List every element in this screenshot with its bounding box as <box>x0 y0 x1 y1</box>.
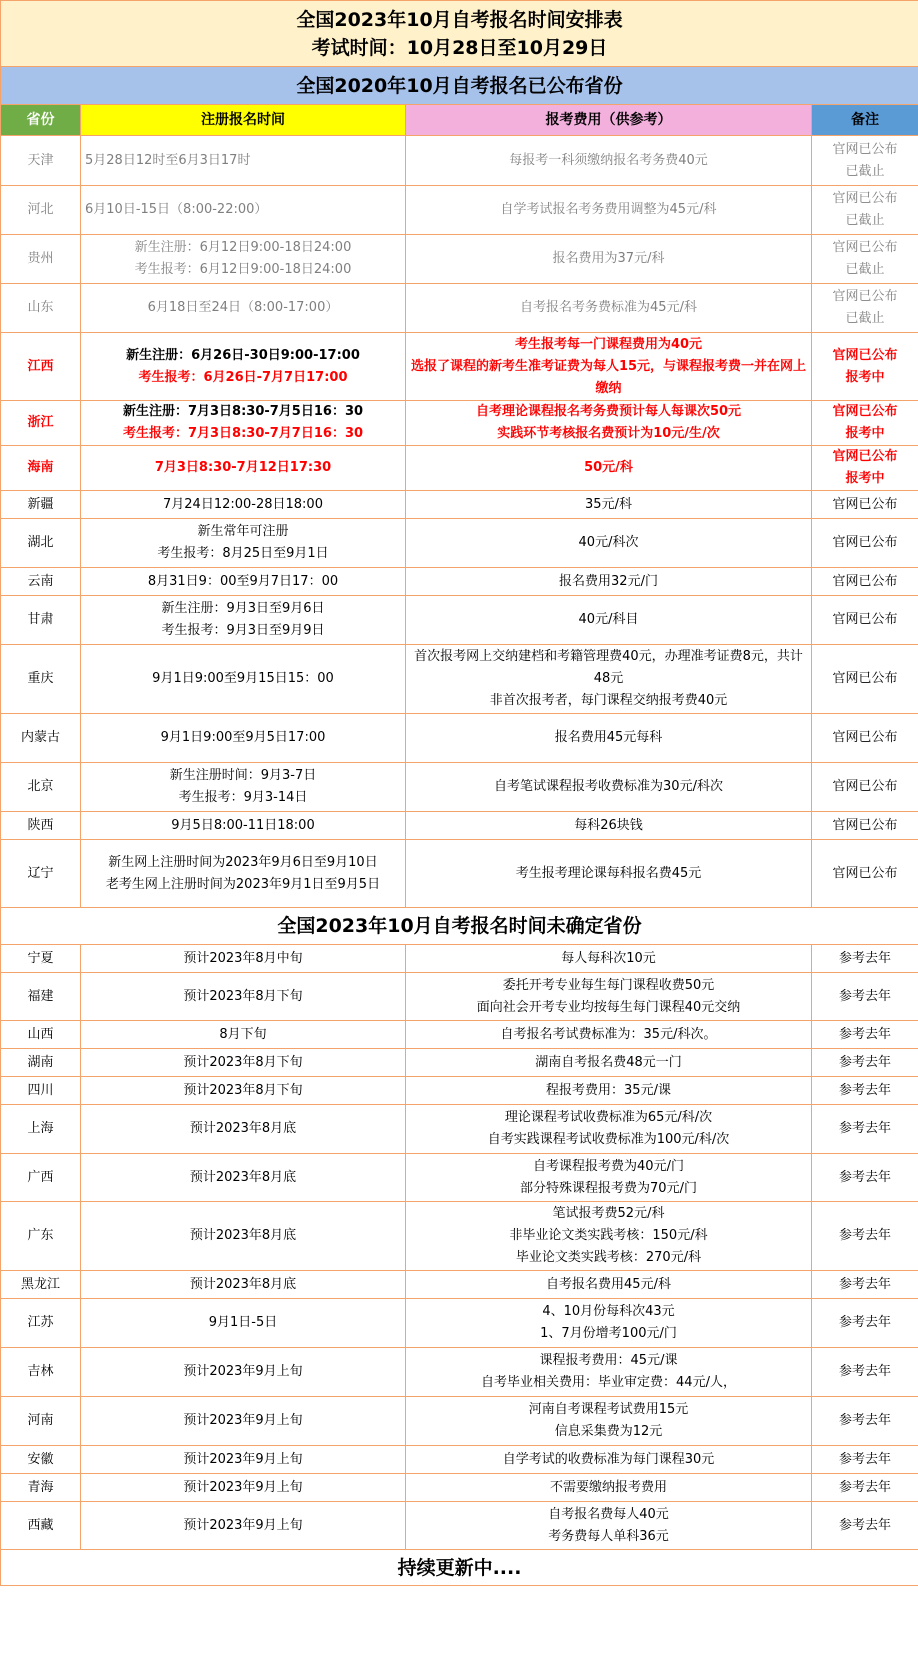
province-cell: 辽宁 <box>1 840 81 908</box>
province-cell: 云南 <box>1 568 81 596</box>
fee-cell <box>406 1271 812 1299</box>
table-row <box>1 1502 918 1550</box>
note-cell-line: 官网已公布 <box>832 289 898 304</box>
note-cell-line: 参考去年 <box>839 1121 892 1136</box>
register-cell <box>81 235 406 284</box>
province-cell: 黑龙江 <box>1 1271 81 1299</box>
fee-cell <box>406 1105 812 1154</box>
fee-cell-line: 理论课程考试收费标准为65元/科/次 <box>504 1110 713 1125</box>
fee-cell-line: 非首次报考者，每门课程交纳报考费40元 <box>489 693 728 708</box>
fee-cell-line: 48元 <box>593 671 624 686</box>
register-cell-line: 8月下旬 <box>219 1026 267 1042</box>
note-cell <box>812 1021 918 1049</box>
register-cell <box>81 1299 406 1348</box>
fee-cell-line: 自考报名费用45元/科 <box>546 1276 671 1292</box>
province-cell: 江苏 <box>1 1299 81 1348</box>
register-cell-line: 新生网上注册时间为2023年9月6日至9月10日 <box>108 854 378 870</box>
province-cell: 广西 <box>1 1154 81 1202</box>
register-cell <box>81 1397 406 1446</box>
note-cell <box>812 645 918 714</box>
title-line-2: 考试时间：10月28日至10月29日 <box>311 36 608 59</box>
fee-cell-line: 自学考试的收费标准为每门课程30元 <box>502 1451 715 1467</box>
note-cell-line: 官网已公布 <box>832 779 898 794</box>
note-cell <box>812 235 918 284</box>
province-cell: 河南 <box>1 1397 81 1446</box>
note-cell-line: 官网已公布 <box>832 141 898 157</box>
note-cell <box>812 186 918 235</box>
fee-cell-line: 非毕业论文类实践考核：150元/科 <box>509 1228 708 1243</box>
register-cell <box>81 763 406 812</box>
register-cell <box>81 401 406 446</box>
fee-cell-line: 自学考试报名考务费用调整为45元/科 <box>500 202 717 217</box>
register-cell-line: 预计2023年8月下旬 <box>183 1082 303 1098</box>
footer-text: 持续更新中.... <box>1 1550 918 1586</box>
register-cell <box>81 1021 406 1049</box>
province-cell: 内蒙古 <box>1 714 81 763</box>
note-cell <box>812 812 918 840</box>
fee-cell <box>406 763 812 812</box>
register-cell-line: 7月24日12:00-28日18:00 <box>163 496 323 512</box>
note-cell-line: 报考中 <box>845 369 885 385</box>
register-cell-line: 考生报考：6月26日-7月7日17:00 <box>138 369 348 385</box>
register-cell <box>81 812 406 840</box>
note-cell-line: 官网已公布 <box>832 496 898 512</box>
page-title <box>1 1 918 67</box>
fee-cell-line: 委托开考专业每生每门课程收费50元 <box>502 977 715 993</box>
table-row <box>1 1077 918 1105</box>
note-cell-line: 参考去年 <box>839 1276 892 1292</box>
note-cell <box>812 446 918 491</box>
table-row <box>1 284 918 333</box>
note-cell <box>812 1105 918 1154</box>
note-cell <box>812 1202 918 1271</box>
fee-cell-line: 面向社会开考专业均按每生每门课程40元交纳 <box>476 999 741 1015</box>
note-cell-line: 参考去年 <box>839 1413 892 1428</box>
fee-cell-line: 报名费用45元每科 <box>554 730 663 745</box>
note-cell <box>812 491 918 519</box>
fee-cell-line: 自考报名考务费标准为45元/科 <box>520 300 697 315</box>
register-cell-line: 新生注册：9月3日至9月6日 <box>161 601 325 616</box>
register-cell <box>81 284 406 333</box>
note-cell-line: 参考去年 <box>839 1228 892 1243</box>
register-cell-line: 新生注册：6月26日-30日9:00-17:00 <box>126 347 360 363</box>
table-row <box>1 568 918 596</box>
province-cell: 四川 <box>1 1077 81 1105</box>
table-row <box>1 186 918 235</box>
note-cell-line: 参考去年 <box>839 988 892 1004</box>
note-cell <box>812 1502 918 1550</box>
note-cell <box>812 1348 918 1397</box>
note-cell-line: 参考去年 <box>839 1479 892 1495</box>
note-cell-line: 已截止 <box>845 262 885 277</box>
note-cell-line: 已截止 <box>845 213 885 228</box>
fee-cell-line: 报名费用32元/门 <box>559 573 658 589</box>
fee-cell-line: 首次报考网上交纳建档和考籍管理费40元，办理准考证费8元，共计 <box>414 649 803 664</box>
table-row <box>1 945 918 973</box>
province-cell: 甘肃 <box>1 596 81 645</box>
note-cell <box>812 284 918 333</box>
note-cell-line: 官网已公布 <box>832 612 898 627</box>
note-cell <box>812 714 918 763</box>
register-cell-line: 新生常年可注册 <box>197 524 289 539</box>
table-row <box>1 235 918 284</box>
table-row <box>1 1271 918 1299</box>
fee-cell-line: 缴纳 <box>595 380 622 396</box>
province-cell: 北京 <box>1 763 81 812</box>
fee-cell-line: 信息采集费为12元 <box>554 1424 663 1439</box>
note-cell-line: 官网已公布 <box>832 817 898 833</box>
register-cell <box>81 136 406 186</box>
register-cell-line: 考生报考：7月3日8:30-7月7日16：30 <box>122 426 364 441</box>
table-row <box>1 136 918 186</box>
fee-cell <box>406 1154 812 1202</box>
fee-cell-line: 湖南自考报名费48元一门 <box>535 1054 682 1070</box>
register-cell-line: 9月5日8:00-11日18:00 <box>171 817 315 833</box>
fee-cell <box>406 1446 812 1474</box>
register-cell-line: 考生报考：9月3-14日 <box>178 790 308 805</box>
section-pending-row <box>1 908 918 945</box>
note-cell <box>812 1397 918 1446</box>
fee-cell <box>406 186 812 235</box>
register-cell <box>81 1202 406 1271</box>
fee-cell <box>406 1502 812 1550</box>
fee-cell <box>406 714 812 763</box>
table-row <box>1 645 918 714</box>
fee-cell <box>406 812 812 840</box>
header-note: 备注 <box>812 105 918 136</box>
register-cell <box>81 1077 406 1105</box>
province-cell: 青海 <box>1 1474 81 1502</box>
fee-cell <box>406 284 812 333</box>
title-line-1: 全国2023年10月自考报名时间安排表 <box>296 8 623 31</box>
register-cell <box>81 973 406 1021</box>
register-cell-line: 考生报考：9月3日至9月9日 <box>161 623 325 638</box>
province-cell: 广东 <box>1 1202 81 1271</box>
table-row <box>1 401 918 446</box>
header-register: 注册报名时间 <box>81 105 406 136</box>
note-cell-line: 官网已公布 <box>832 404 898 419</box>
register-cell-line: 预计2023年8月底 <box>189 1169 297 1185</box>
fee-cell-line: 每报考一科须缴纳报名考务费40元 <box>509 152 708 168</box>
fee-cell-line: 自考报名费每人40元 <box>548 1506 669 1522</box>
province-cell: 河北 <box>1 186 81 235</box>
table-row <box>1 1397 918 1446</box>
section-published-row <box>1 67 918 105</box>
register-cell <box>81 714 406 763</box>
note-cell <box>812 945 918 973</box>
register-cell-line: 考生报考：8月25日至9月1日 <box>157 546 329 561</box>
table-row <box>1 1202 918 1271</box>
register-cell <box>81 645 406 714</box>
table-row <box>1 840 918 908</box>
fee-cell <box>406 1202 812 1271</box>
province-cell: 贵州 <box>1 235 81 284</box>
fee-cell-line: 自考报名考试费标准为：35元/科次。 <box>500 1026 717 1042</box>
fee-cell-line: 自考课程报考费为40元/门 <box>533 1158 684 1174</box>
province-cell: 重庆 <box>1 645 81 714</box>
note-cell-line: 参考去年 <box>839 1451 892 1467</box>
province-cell: 陕西 <box>1 812 81 840</box>
province-cell: 山西 <box>1 1021 81 1049</box>
fee-cell-line: 不需要缴纳报考费用 <box>549 1479 667 1495</box>
note-cell <box>812 1049 918 1077</box>
note-cell-line: 官网已公布 <box>832 240 898 255</box>
table-row <box>1 812 918 840</box>
register-cell-line: 7月3日8:30-7月12日17:30 <box>154 460 332 475</box>
note-cell <box>812 136 918 186</box>
fee-cell <box>406 401 812 446</box>
province-cell: 上海 <box>1 1105 81 1154</box>
note-cell-line: 官网已公布 <box>832 191 898 206</box>
note-cell <box>812 1474 918 1502</box>
register-cell <box>81 1348 406 1397</box>
register-cell <box>81 446 406 491</box>
fee-cell-line: 考生报考每一门课程费用为40元 <box>514 336 703 352</box>
register-cell-line: 5月28日12时至6月3日17时 <box>85 152 251 168</box>
fee-cell-line: 部分特殊课程报考费为70元/门 <box>520 1180 697 1196</box>
table-row <box>1 333 918 401</box>
register-cell <box>81 568 406 596</box>
register-cell-line: 考生报考：6月12日9:00-18日24:00 <box>134 262 352 277</box>
fee-cell-line: 50元/科 <box>584 460 633 475</box>
register-cell <box>81 1474 406 1502</box>
fee-cell-line: 考务费每人单科36元 <box>548 1528 669 1544</box>
fee-cell-line: 4、10月份每科次43元 <box>542 1304 675 1319</box>
province-cell: 浙江 <box>1 401 81 446</box>
province-cell: 新疆 <box>1 491 81 519</box>
province-cell: 安徽 <box>1 1446 81 1474</box>
register-cell-line: 新生注册时间：9月3-7日 <box>169 768 317 783</box>
note-cell <box>812 1446 918 1474</box>
register-cell-line: 9月1日-5日 <box>208 1315 278 1330</box>
note-cell <box>812 840 918 908</box>
fee-cell <box>406 1299 812 1348</box>
note-cell-line: 官网已公布 <box>832 347 898 363</box>
register-cell-line: 9月1日9:00至9月5日17:00 <box>160 730 326 745</box>
fee-cell-line: 报名费用为37元/科 <box>552 251 665 266</box>
note-cell-line: 已截止 <box>845 311 885 326</box>
fee-cell <box>406 645 812 714</box>
register-cell <box>81 519 406 568</box>
note-cell <box>812 401 918 446</box>
register-cell-line: 6月10日-15日（8:00-22:00） <box>85 202 268 217</box>
register-cell-line: 新生注册：6月12日9:00-18日24:00 <box>134 240 352 255</box>
fee-cell <box>406 519 812 568</box>
note-cell <box>812 973 918 1021</box>
register-cell-line: 老考生网上注册时间为2023年9月1日至9月5日 <box>105 876 381 892</box>
table-row <box>1 714 918 763</box>
table-row <box>1 446 918 491</box>
province-cell: 宁夏 <box>1 945 81 973</box>
note-cell-line: 官网已公布 <box>832 730 898 745</box>
note-cell-line: 参考去年 <box>839 1054 892 1070</box>
table-row <box>1 973 918 1021</box>
register-cell-line: 预计2023年8月底 <box>189 1228 297 1243</box>
register-cell-line: 预计2023年9月上旬 <box>183 1479 303 1495</box>
table-row <box>1 1299 918 1348</box>
fee-cell-line: 笔试报考费52元/科 <box>552 1206 665 1221</box>
table-row <box>1 763 918 812</box>
fee-cell-line: 课程报考费用：45元/课 <box>539 1353 678 1368</box>
note-cell-line: 官网已公布 <box>832 671 898 686</box>
table-row <box>1 491 918 519</box>
fee-cell-line: 40元/科目 <box>578 612 639 627</box>
table-row <box>1 1049 918 1077</box>
register-cell-line: 预计2023年9月上旬 <box>183 1517 303 1533</box>
fee-cell-line: 自考毕业相关费用：毕业审定费：44元/人， <box>481 1375 736 1390</box>
note-cell-line: 官网已公布 <box>832 865 898 881</box>
fee-cell <box>406 1049 812 1077</box>
register-cell-line: 6月18日至24日（8:00-17:00） <box>147 300 339 315</box>
fee-cell-line: 35元/科 <box>585 496 632 512</box>
province-cell: 天津 <box>1 136 81 186</box>
fee-cell <box>406 1348 812 1397</box>
fee-cell-line: 每人每科次10元 <box>561 950 656 966</box>
fee-cell-line: 自考实践课程考试收费标准为100元/科/次 <box>487 1132 730 1147</box>
fee-cell <box>406 491 812 519</box>
note-cell-line: 参考去年 <box>839 1169 892 1185</box>
fee-cell <box>406 596 812 645</box>
note-cell <box>812 763 918 812</box>
note-cell-line: 参考去年 <box>839 1364 892 1379</box>
note-cell-line: 参考去年 <box>839 1026 892 1042</box>
fee-cell <box>406 1021 812 1049</box>
table-row <box>1 1021 918 1049</box>
table-row <box>1 1154 918 1202</box>
register-cell-line: 预计2023年8月底 <box>189 1276 297 1292</box>
province-cell: 湖北 <box>1 519 81 568</box>
note-cell-line: 报考中 <box>845 426 885 441</box>
register-cell <box>81 1271 406 1299</box>
fee-cell <box>406 136 812 186</box>
province-cell: 江西 <box>1 333 81 401</box>
table-row <box>1 1474 918 1502</box>
register-cell <box>81 1446 406 1474</box>
fee-cell-line: 实践环节考核报名费预计为10元/生/次 <box>497 426 720 441</box>
footer-row <box>1 1550 918 1586</box>
register-cell <box>81 491 406 519</box>
province-cell: 西藏 <box>1 1502 81 1550</box>
header-fee: 报考费用（供参考） <box>406 105 812 136</box>
fee-cell-line: 考生报考理论课每科报名费45元 <box>515 865 702 881</box>
note-cell <box>812 1271 918 1299</box>
note-cell-line: 官网已公布 <box>832 449 898 464</box>
fee-cell-line: 40元/科次 <box>578 535 639 550</box>
note-cell-line: 参考去年 <box>839 1315 892 1330</box>
fee-cell-line: 1、7月份增考100元/门 <box>540 1326 677 1341</box>
note-cell <box>812 568 918 596</box>
register-cell <box>81 333 406 401</box>
table-row <box>1 596 918 645</box>
note-cell-line: 报考中 <box>845 471 885 486</box>
section-published-title: 全国2020年10月自考报名已公布省份 <box>1 67 918 105</box>
register-cell-line: 预计2023年9月上旬 <box>183 1413 303 1428</box>
register-cell <box>81 186 406 235</box>
note-cell <box>812 1299 918 1348</box>
note-cell-line: 参考去年 <box>839 1517 892 1533</box>
province-cell: 山东 <box>1 284 81 333</box>
fee-cell <box>406 1474 812 1502</box>
register-cell <box>81 1049 406 1077</box>
fee-cell-line: 河南自考课程考试费用15元 <box>528 1402 689 1417</box>
table-row <box>1 519 918 568</box>
fee-cell <box>406 1397 812 1446</box>
note-cell <box>812 1077 918 1105</box>
fee-cell-line: 自考笔试课程报考收费标准为30元/科次 <box>494 779 723 794</box>
register-cell <box>81 1105 406 1154</box>
register-cell-line: 预计2023年9月上旬 <box>183 1451 303 1467</box>
register-cell-line: 预计2023年8月底 <box>189 1121 297 1136</box>
fee-cell <box>406 945 812 973</box>
register-cell-line: 预计2023年8月下旬 <box>183 1054 303 1070</box>
province-cell: 海南 <box>1 446 81 491</box>
province-cell: 福建 <box>1 973 81 1021</box>
fee-cell-line: 每科26块钱 <box>574 817 643 833</box>
fee-cell <box>406 446 812 491</box>
register-cell-line: 预计2023年8月中旬 <box>183 950 303 966</box>
title-row <box>1 1 918 67</box>
fee-cell <box>406 568 812 596</box>
register-cell-line: 8月31日9：00至9月7日17：00 <box>147 573 339 589</box>
fee-cell <box>406 235 812 284</box>
note-cell-line: 官网已公布 <box>832 535 898 550</box>
fee-cell-line: 程报考费用：35元/课 <box>546 1082 671 1098</box>
register-cell <box>81 1502 406 1550</box>
register-cell <box>81 1154 406 1202</box>
table-row <box>1 1446 918 1474</box>
fee-cell <box>406 333 812 401</box>
header-province: 省份 <box>1 105 81 136</box>
note-cell <box>812 1154 918 1202</box>
note-cell-line: 参考去年 <box>839 950 892 966</box>
province-cell: 湖南 <box>1 1049 81 1077</box>
note-cell-line: 参考去年 <box>839 1082 892 1098</box>
header-row <box>1 105 918 136</box>
note-cell-line: 已截止 <box>845 163 885 179</box>
register-cell-line: 9月1日9:00至9月15日15：00 <box>152 671 334 686</box>
fee-cell <box>406 973 812 1021</box>
fee-cell <box>406 1077 812 1105</box>
note-cell-line: 官网已公布 <box>832 573 898 589</box>
fee-cell <box>406 840 812 908</box>
note-cell <box>812 519 918 568</box>
register-cell <box>81 945 406 973</box>
section-pending-title: 全国2023年10月自考报名时间未确定省份 <box>1 908 918 945</box>
table-row <box>1 1348 918 1397</box>
fee-cell-line: 自考理论课程报名考务费预计每人每课次50元 <box>475 404 742 419</box>
register-cell-line: 预计2023年8月下旬 <box>183 988 303 1004</box>
register-cell <box>81 596 406 645</box>
fee-cell-line: 毕业论文类实践考核：270元/科 <box>515 1250 702 1265</box>
note-cell <box>812 596 918 645</box>
note-cell <box>812 333 918 401</box>
register-cell-line: 预计2023年9月上旬 <box>183 1364 303 1379</box>
register-cell-line: 新生注册：7月3日8:30-7月5日16：30 <box>122 404 364 419</box>
province-cell: 吉林 <box>1 1348 81 1397</box>
fee-cell-line: 选报了课程的新考生准考证费为每人15元，与课程报考费一并在网上 <box>410 358 807 374</box>
table-row <box>1 1105 918 1154</box>
register-cell <box>81 840 406 908</box>
